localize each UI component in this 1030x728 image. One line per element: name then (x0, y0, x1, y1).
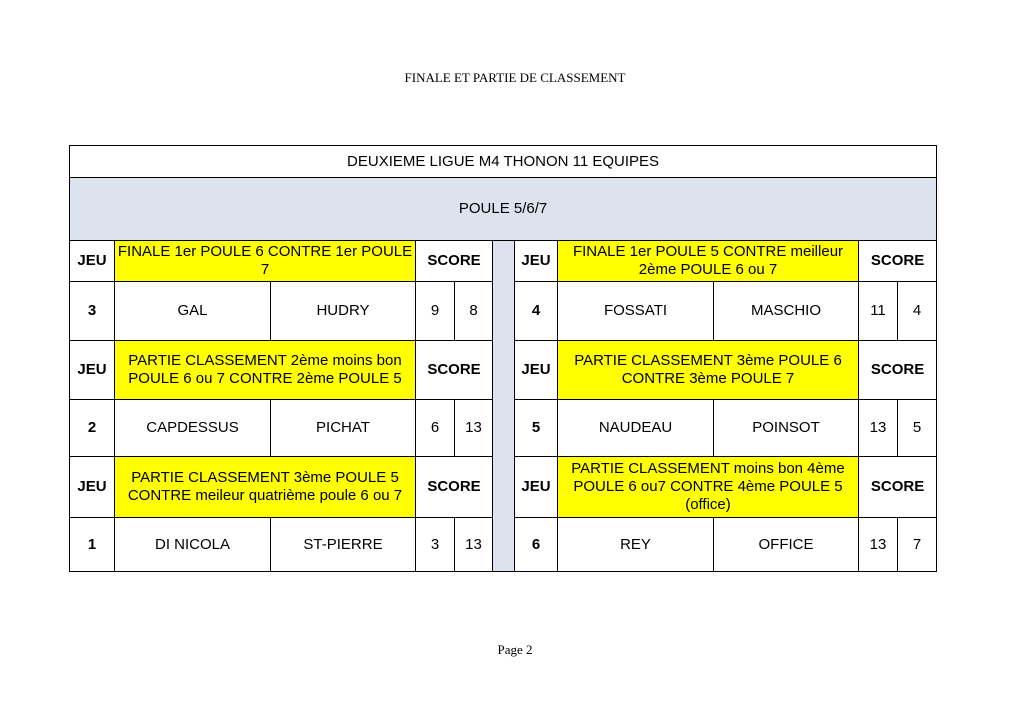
score-a: 11 (859, 282, 898, 341)
match-heading-right: PARTIE CLASSEMENT moins bon 4ème POULE 6 ou7 CONTRE 4ème POULE 5 (office) (558, 457, 859, 518)
score-b: 8 (455, 282, 493, 341)
score-b: 13 (455, 400, 493, 457)
score-b: 5 (898, 400, 937, 457)
score-label: SCORE (416, 241, 493, 282)
team-a: REY (558, 518, 714, 572)
table-title: DEUXIEME LIGUE M4 THONON 11 EQUIPES (70, 146, 937, 178)
jeu-label: JEU (70, 341, 115, 400)
team-a: NAUDEAU (558, 400, 714, 457)
results-table (69, 145, 937, 572)
score-b: 7 (898, 518, 937, 572)
score-label: SCORE (859, 241, 937, 282)
score-label: SCORE (416, 341, 493, 400)
poule-title: POULE 5/6/7 (70, 178, 937, 241)
score-a: 6 (416, 400, 455, 457)
team-a: DI NICOLA (115, 518, 271, 572)
score-label: SCORE (416, 457, 493, 518)
team-b: PICHAT (271, 400, 416, 457)
score-b: 13 (455, 518, 493, 572)
team-b: OFFICE (714, 518, 859, 572)
team-b: ST-PIERRE (271, 518, 416, 572)
jeu-number: 5 (515, 400, 558, 457)
jeu-label: JEU (70, 241, 115, 282)
score-label: SCORE (859, 341, 937, 400)
page-footer: Page 2 (497, 642, 533, 657)
jeu-number: 3 (70, 282, 115, 341)
match-heading-right: FINALE 1er POULE 5 CONTRE meilleur 2ème POULE 6 ou 7 (558, 241, 859, 282)
score-a: 3 (416, 518, 455, 572)
match-header-row (70, 241, 937, 282)
score-b: 4 (898, 282, 937, 341)
team-a: CAPDESSUS (115, 400, 271, 457)
score-a: 13 (859, 518, 898, 572)
team-a: FOSSATI (558, 282, 714, 341)
team-b: HUDRY (271, 282, 416, 341)
score-label: SCORE (859, 457, 937, 518)
jeu-number: 4 (515, 282, 558, 341)
match-heading-left: PARTIE CLASSEMENT 3ème POULE 5 CONTRE meileur quatrième poule 6 ou 7 (115, 457, 416, 518)
score-a: 13 (859, 400, 898, 457)
jeu-number: 2 (70, 400, 115, 457)
match-heading-right: PARTIE CLASSEMENT 3ème POULE 6 CONTRE 3ème POULE 7 (558, 341, 859, 400)
jeu-number: 1 (70, 518, 115, 572)
column-separator (493, 241, 515, 572)
jeu-label: JEU (515, 457, 558, 518)
team-b: MASCHIO (714, 282, 859, 341)
score-a: 9 (416, 282, 455, 341)
match-heading-left: PARTIE CLASSEMENT 2ème moins bon POULE 6 ou 7 CONTRE 2ème POULE 5 (115, 341, 416, 400)
team-a: GAL (115, 282, 271, 341)
page-header: FINALE ET PARTIE DE CLASSEMENT (404, 70, 626, 85)
jeu-number: 6 (515, 518, 558, 572)
match-heading-left: FINALE 1er POULE 6 CONTRE 1er POULE 7 (115, 241, 416, 282)
jeu-label: JEU (515, 241, 558, 282)
jeu-label: JEU (70, 457, 115, 518)
team-b: POINSOT (714, 400, 859, 457)
jeu-label: JEU (515, 341, 558, 400)
